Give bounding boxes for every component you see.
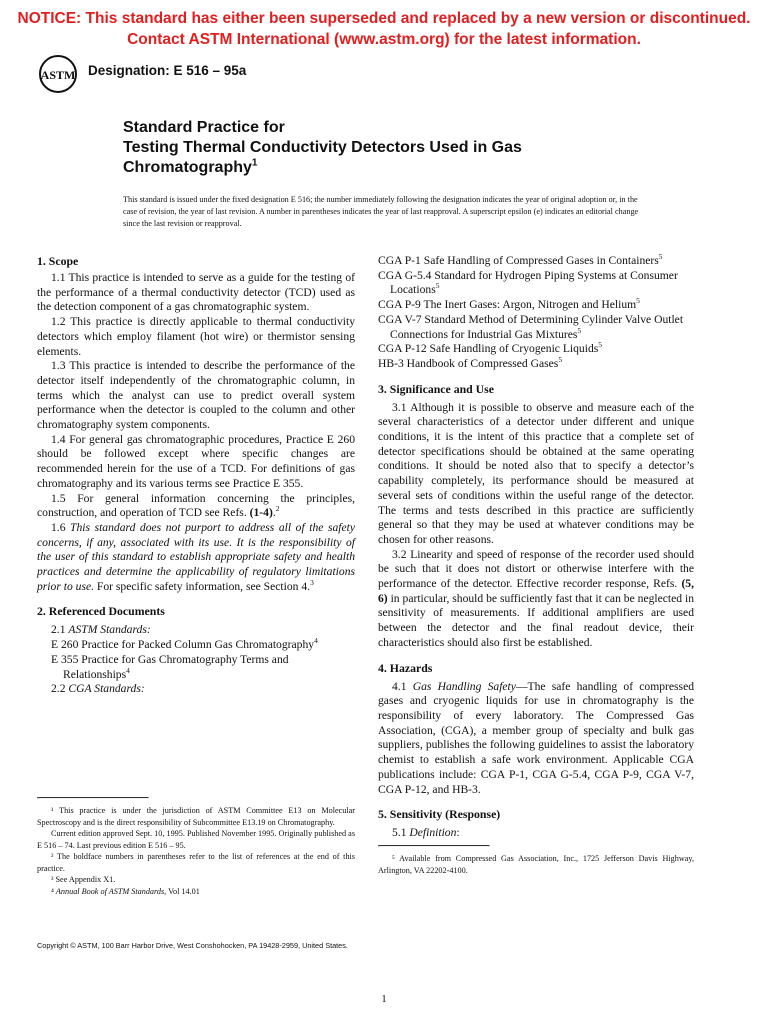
paragraph-1-5: 1.5 For general information concerning the principles, construction, and operation of TCD see Refs. (1-4).$^2$ — [37, 491, 355, 520]
page-number: 1 — [381, 993, 387, 1005]
footnote-2: ² The boldface numbers in parentheses refer to the list of references at the end of this practice. — [37, 852, 355, 873]
footnote-5: ⁵ Available from Compressed Gas Association, Inc., 1725 Jefferson Davis Highway, Arlington, VA 22202-4100. — [378, 854, 694, 875]
supersession-notice — [0, 8, 768, 50]
paragraph-3-2: 3.2 Linearity and speed of response of the recorder used should be such that it does not distort or otherwise interfere with the performance of the detector. Effective recorder response, Refs. (5, 6) in particular, should be sufficiently fast that it can be neglected in sensitivity of measurements. If additional amplifiers are used between the detector and the final readout device, their characteristics should also first be established. — [378, 547, 694, 649]
footnotes-left — [37, 797, 355, 897]
astm-logo-icon — [38, 54, 78, 94]
title-line-1: Standard Practice for — [123, 119, 285, 136]
left-column — [37, 254, 355, 697]
footnote-4: ⁴ Annual Book of ASTM Standards, Vol 14.01 — [51, 886, 200, 896]
cga-reference-item: HB-3 Handbook of Compressed Gases$^5$ — [378, 355, 563, 370]
cga-reference-item: CGA P-9 The Inert Gases: Argon, Nitrogen and Helium$^5$ — [378, 296, 640, 312]
copyright-line: Copyright © ASTM, 100 Barr Harbor Drive, West Conshohocken, PA 19428-2959, United States. — [37, 941, 348, 950]
designation: Designation: E 516 – 95a — [88, 63, 247, 78]
notice-line-1: NOTICE: This standard has either been superseded and replaced by a new version or discontinued. — [17, 10, 751, 27]
title-line-3: Chromatography$^1$ — [123, 157, 258, 176]
paragraph-1-3: 1.3 This practice is intended to describe the performance of the detector itself independently of the chromatographic column, in terms which the analyst can use to predict overall system performance when the detector is coupled to the column and other chromatography system components. — [37, 359, 355, 432]
right-column — [378, 254, 694, 841]
paragraph-5-1: 5.1 Definition: — [392, 826, 460, 840]
referenced-documents-heading: 2. Referenced Documents — [37, 604, 165, 619]
footnote-1-edition: Current edition approved Sept. 10, 1995. Published November 1995. Originally published as E 516 – 74. Last previous edition E 516 – 95. — [37, 829, 355, 850]
footnotes-right — [378, 845, 694, 876]
paragraph-3-1: 3.1 Although it is possible to observe and measure each of the several characteristics of a detector under different and unique conditions, it is the intent of this practice that a complete set of detector specifications should be obtained at the same operating conditions. It should be noted also that to specify a detector’s capability completely, its performance should be measured at several sets of conditions within the useful range of the detector. The terms and tests described in this practice are sufficiently general so that they may be used at whatever conditions may be chosen for other reasons. — [378, 400, 694, 546]
hazards-heading: 4. Hazards — [378, 660, 433, 675]
paragraph-1-4: 1.4 For general gas chromatographic procedures, Practice E 260 should be followed except where specific changes are recommended herein for the use of a TCD. For definitions of gas chromatography and its various terms see Practice E 355. — [37, 432, 355, 490]
document-title — [123, 118, 683, 178]
reference-e260: E 260 Practice for Packed Column Gas Chromatography$^4$ — [51, 636, 318, 652]
title-footnote-marker: 1 — [251, 157, 258, 169]
cga-reference-item: CGA P-1 Safe Handling of Compressed Gases in Containers$^5$ — [378, 252, 663, 267]
paragraph-1-1: 1.1 This practice is intended to serve as a guide for the testing of the performance of a thermal conductivity detector (TCD) used as the detection component of a gas chromatographic system. — [37, 271, 355, 314]
cga-reference-item: CGA V-7 Standard Method of Determining Cylinder Valve Outlet Connections for Industrial Gas Mixtures$^5$ — [378, 312, 684, 341]
svg-text:ASTM: ASTM — [40, 68, 76, 82]
footnote-3: ³ See Appendix X1. — [51, 875, 116, 884]
significance-heading: 3. Significance and Use — [378, 381, 495, 396]
reference-e355: E 355 Practice for Gas Chromatography Terms and Relationships$^4$ — [51, 652, 289, 681]
paragraph-4-1: 4.1 Gas Handling Safety—The safe handling of compressed gases and cryogenic liquids for use in chromatography is the responsibility of every laboratory. The Compressed Gas Association, (CGA), a member group of specialty and bulk gas suppliers, publishes the following guidelines to assist the laboratory chemist to establish a safe work environment. Applicable CGA publications include: CGA P-1, CGA G-5.4, CGA P-9, CGA V-7, CGA P-12, and HB-3. — [378, 679, 695, 796]
title-line-2: Testing Thermal Conductivity Detectors Used in Gas — [123, 139, 522, 156]
cga-reference-item: CGA P-12 Safe Handling of Cryogenic Liquids$^5$ — [378, 340, 603, 356]
cga-reference-item: CGA G-5.4 Standard for Hydrogen Piping Systems at Consumer Locations$^5$ — [378, 268, 678, 297]
notice-line-2: Contact ASTM International (www.astm.org) for the latest information. — [127, 31, 641, 48]
cga-standards-label: 2.2 CGA Standards: — [51, 682, 145, 696]
paragraph-1-6: 1.6 This standard does not purport to address all of the safety concerns, if any, associated with its use. It is the responsibility of the user of this standard to establish appropriate safety and health practices and determine the applicability of regulatory limitations prior to use. For specific safety information, see Section 4.$^3$ — [37, 520, 355, 593]
footnote-1: ¹ This practice is under the jurisdiction of ASTM Committee E13 on Molecular Spectroscopy and is the direct responsibility of Subcommittee E13.19 on Chromatography. — [37, 806, 355, 827]
cga-list — [378, 254, 694, 372]
scope-heading: 1. Scope — [37, 254, 79, 268]
astm-standards-label: 2.1 ASTM Standards: — [51, 623, 151, 637]
sensitivity-heading: 5. Sensitivity (Response) — [378, 807, 501, 822]
issuance-statement: This standard is issued under the fixed designation E 516; the number immediately following the designation indicates the year of original adoption or, in the case of revision, the year of last revision. A number in parentheses indicates the year of last reapproval. A superscript epsilon (e) indicates an editorial change since the last revision or reapproval. — [123, 195, 639, 228]
paragraph-1-2: 1.2 This practice is directly applicable to thermal conductivity detectors which employ filament (hot wire) or thermistor sensing elements. — [37, 315, 355, 358]
